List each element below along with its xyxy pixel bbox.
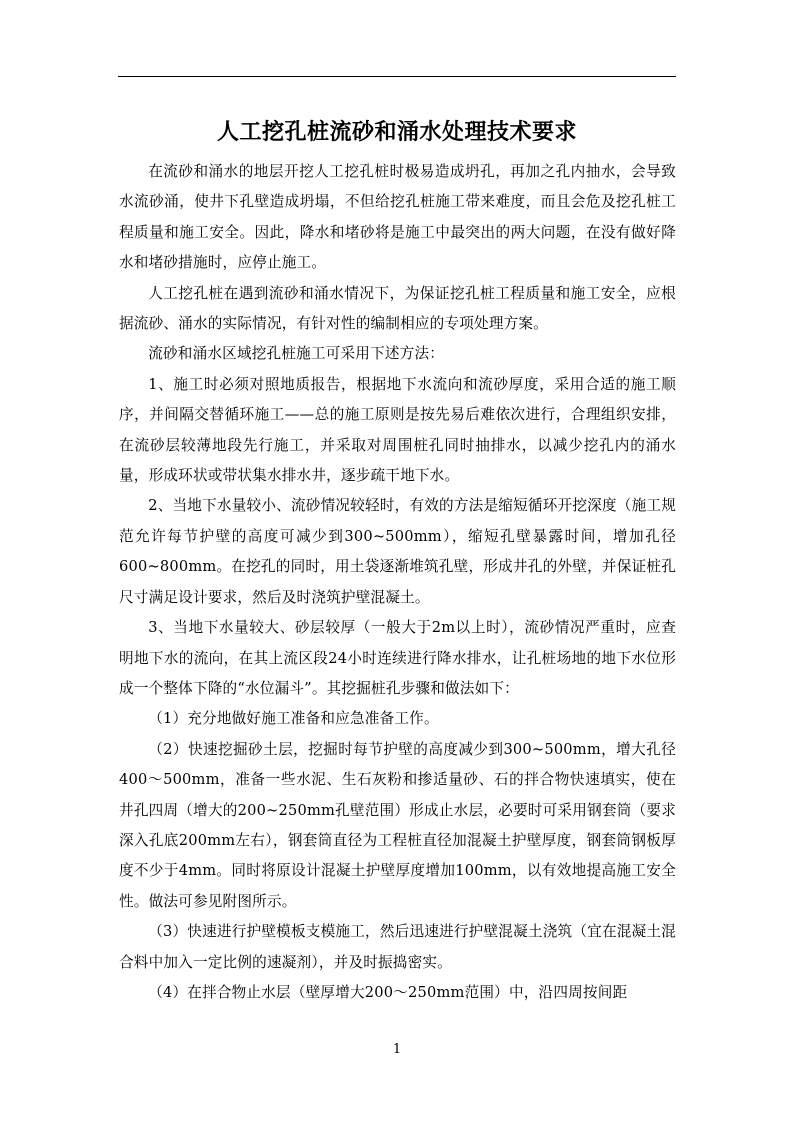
paragraph-intro: 在流砂和涌水的地层开挖人工挖孔桩时极易造成坍孔，再加之孔内抽水，会导致水流砂涌，使井下孔壁造成坍塌，不但给挖孔桩施工带来难度，而且会危及挖孔桩工程质量和施工安全。因此，降水和堵砂将是施工中最突出的两大问题，在没有做好降水和堵砂措施时，应停止施工。 [119,163,676,272]
document-body [119,157,676,1008]
paragraph-method-1: 1、施工时必须对照地质报告，根据地下水流向和流砂厚度，采用合适的施工顺序，并间隔交替循环施工——总的施工原则是按先易后难依次进行，合理组织安排，在流砂层较薄地段先行施工，并采取对周围桩孔同时抽排水，以减少挖孔内的涌水量，形成环状或带状集水排水井，逐步疏干地下水。 [119,375,676,485]
document-title: 人工挖孔桩流砂和涌水处理技术要求 [216,119,577,145]
page-number: 1 [392,1042,402,1057]
paragraph-step-4: （4）在拌合物止水层（壁厚增大200～250mm范围）中，沿四周按间距 [148,983,628,1001]
header-rule [118,76,676,77]
paragraph-method-3: 3、当地下水量较大、砂层较厚（一般大于2m以上时），流砂情况严重时，应查明地下水的流向，在其上流区段24小时连续进行降水排水，让孔桩场地的地下水位形成一个整体下降的“水位漏斗”。其挖掘桩孔步骤和做法如下： [119,619,676,697]
paragraph-method-2: 2、当地下水量较小、流砂情况较轻时，有效的方法是缩短循环开挖深度（施工规范允许每节护壁的高度可减少到300~500mm），缩短孔壁暴露时间，增加孔径600~800mm。在挖孔的同时，用土袋逐渐堆筑孔壁，形成井孔的外壁，并保证桩孔尺寸满足设计要求，然后及时浇筑护壁混凝土。 [119,497,676,606]
paragraph-plan: 人工挖孔桩在遇到流砂和涌水情况下，为保证挖孔桩工程质量和施工安全，应根据流砂、涌水的实际情况，有针对性的编制相应的专项处理方案。 [119,284,676,333]
paragraph-step-3: （3）快速进行护壁模板支模施工，然后迅速进行护壁混凝土浇筑（宜在混凝土混合料中加入一定比例的速凝剂），并及时振捣密实。 [119,923,676,971]
paragraph-step-1: （1）充分地做好施工准备和应急准备工作。 [148,710,439,728]
paragraph-step-2: （2）快速挖掘砂土层，挖掘时每节护壁的高度减少到300~500mm，增大孔径400～500mm，准备一些水泥、生石灰粉和掺适量砂、石的拌合物快速填实，使在井孔四周（增大的200~250mm孔壁范围）形成止水层，必要时可采用钢套筒（要求深入孔底200mm左右），钢套筒直径为工程桩直径加混凝土护壁厚度，钢套筒钢板厚度不少于4mm。同时将原设计混凝土护壁厚度增加100mm，以有效地提高施工安全性。做法可参见附图所示。 [119,740,676,910]
paragraph-methods-lead: 流砂和涌水区域挖孔桩施工可采用下述方法： [148,345,445,363]
